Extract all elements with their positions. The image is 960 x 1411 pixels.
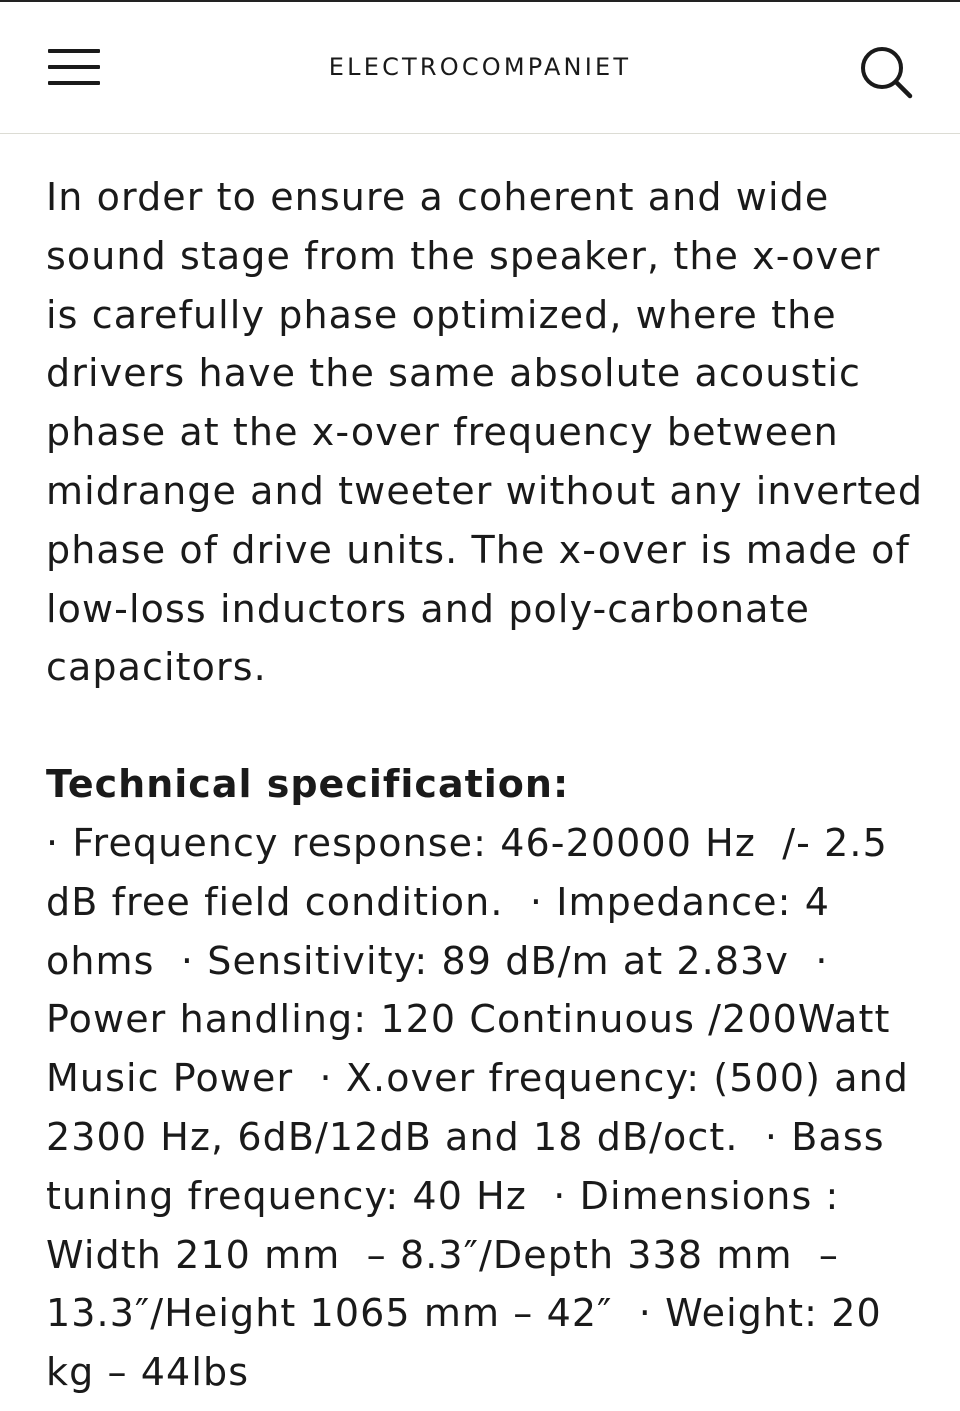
menu-line — [48, 49, 100, 53]
site-header — [0, 2, 960, 134]
tech-spec-block — [46, 755, 926, 1402]
hamburger-menu-icon[interactable] — [46, 46, 102, 92]
spec-list-text: · Frequency response: 46-20000 Hz /- 2.5 dB free field condition. · Impedance: 4 ohms · Sensitivity: 89 dB/m at 2.83v · Power handling: 120 Continuous /200Watt Music Power · X.over frequency: (500) and 2300 Hz, 6dB/12dB and 18 dB/oct. · Bass tuning frequency: 40 Hz · Dimensions : Width 210 mm – 8.3″/Depth 338 mm – 13.3″/Height 1065 mm – 42″ · Weight: 20 kg – 44lbs — [46, 820, 923, 1395]
spec-heading: Technical specification: — [46, 762, 570, 807]
article-content — [46, 168, 926, 1402]
menu-line — [48, 81, 100, 85]
search-icon-graphic — [856, 42, 914, 100]
menu-line — [48, 65, 100, 69]
intro-paragraph: In order to ensure a coherent and wide sound stage from the speaker, the x-over is carefully phase optimized, where the drivers have the same absolute acoustic phase at the x-over frequency between midrange and tweeter without any inverted phase of drive units. The x-over is made of low-loss inductors and poly-carbonate capacitors. — [46, 175, 924, 690]
search-icon[interactable] — [856, 42, 914, 100]
brand-logo-text[interactable]: ELECTROCOMPANIET — [328, 53, 632, 81]
